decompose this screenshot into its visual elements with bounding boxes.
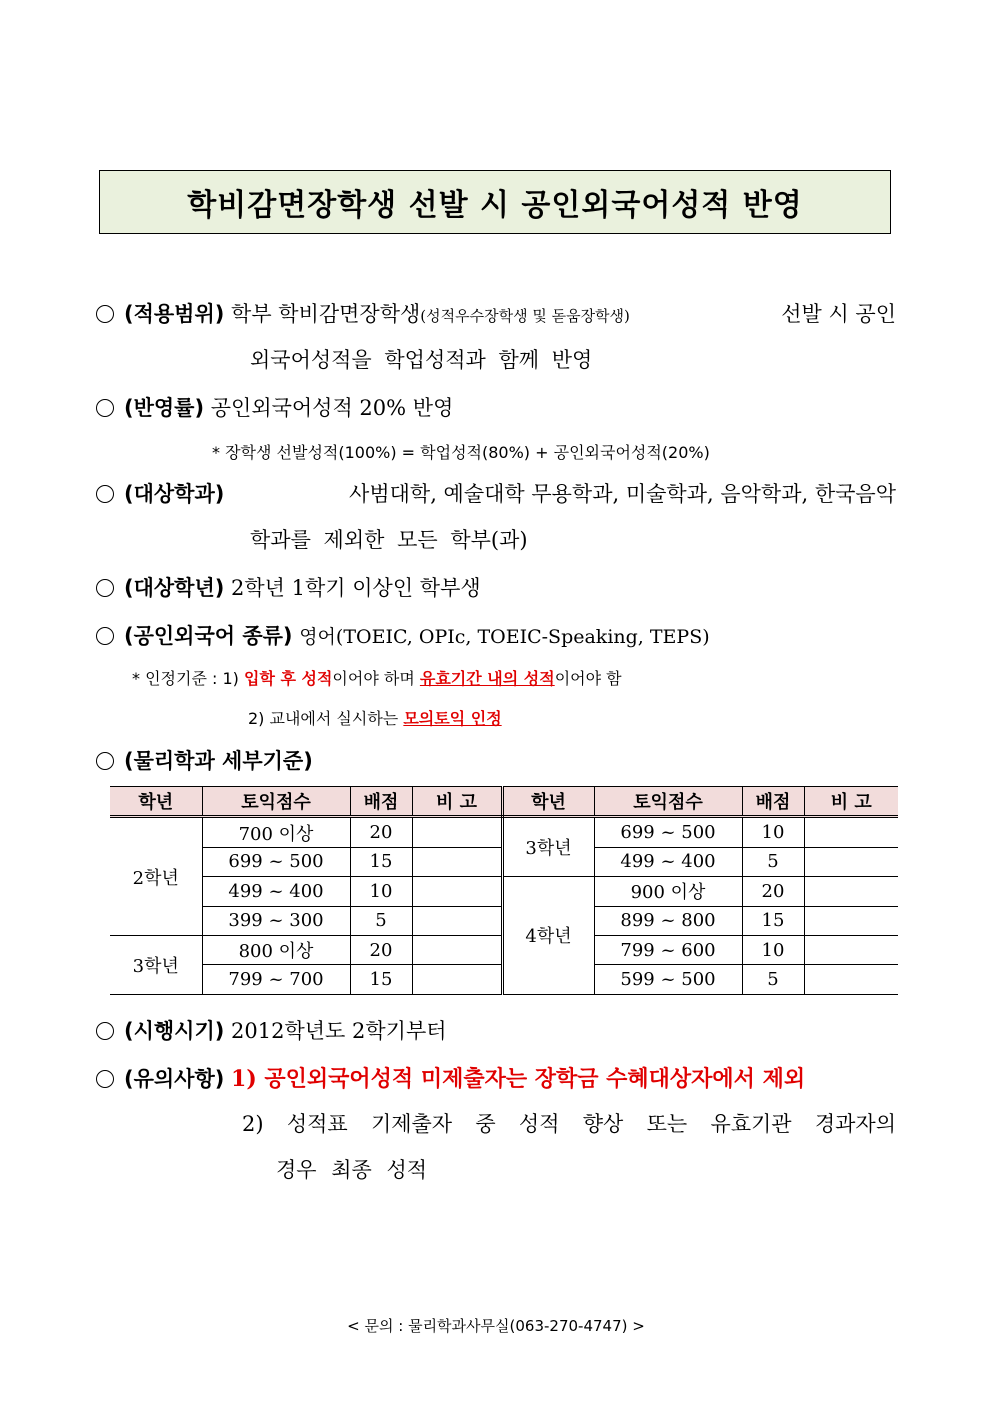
score-cell: 699 ~ 500 <box>202 847 350 876</box>
caution-line-1 <box>96 1062 805 1093</box>
remark-cell <box>804 847 898 876</box>
dept-line-2: 학과를 제외한 모든 학부(과) <box>250 528 528 552</box>
scope-line-2: 외국어성적을 학업성적과 함께 반영 <box>250 348 593 372</box>
bullet-circle-icon <box>96 627 114 645</box>
points-cell: 20 <box>350 817 412 847</box>
bullet-circle-icon <box>96 1070 114 1088</box>
grade-text: 2학년 1학기 이상인 학부생 <box>231 576 481 600</box>
scope-line-1 <box>96 298 896 328</box>
bullet-circle-icon <box>96 399 114 417</box>
score-cell: 399 ~ 300 <box>202 906 350 935</box>
header-cell: 토익점수 <box>202 787 350 817</box>
lang-note1-a: * 인정기준 : 1) <box>132 669 239 688</box>
dept-line-1 <box>96 478 896 508</box>
rate-text: 공인외국어성적 20% 반영 <box>210 396 454 420</box>
score-cell: 599 ~ 500 <box>594 965 742 994</box>
points-cell: 15 <box>350 847 412 876</box>
points-cell: 5 <box>350 906 412 935</box>
points-cell: 10 <box>742 817 804 847</box>
points-cell: 5 <box>742 847 804 876</box>
dept-label: (대상학과) <box>124 482 225 506</box>
score-cell: 900 이상 <box>594 877 742 906</box>
lang-note1-c: 이어야 함 <box>554 669 622 688</box>
score-cell: 699 ~ 500 <box>594 817 742 847</box>
timing-line <box>96 1015 447 1045</box>
remark-cell <box>804 877 898 906</box>
score-cell: 799 ~ 600 <box>594 935 742 964</box>
grade-cell: 4학년 <box>502 877 594 995</box>
caution-item-1: 1) 공인외국어성적 미제출자는 장학금 수혜대상자에서 제외 <box>231 1066 806 1092</box>
remark-cell <box>804 817 898 847</box>
lang-note1-red2: 유효기간 내의 성적 <box>419 669 555 688</box>
grade-cell: 3학년 <box>502 817 594 877</box>
title-box <box>99 170 891 234</box>
lang-note2-a: 2) 교내에서 실시하는 <box>248 709 399 728</box>
caution-label: (유의사항) <box>124 1067 225 1091</box>
header-cell: 학년 <box>110 787 202 817</box>
grade-cell: 3학년 <box>110 935 202 994</box>
rate-note: * 장학생 선발성적(100%) = 학업성적(80%) + 공인외국어성적(20%) <box>212 443 710 462</box>
points-cell: 15 <box>350 965 412 994</box>
score-cell: 499 ~ 400 <box>594 847 742 876</box>
bullet-circle-icon <box>96 1022 114 1040</box>
grade-line <box>96 572 481 602</box>
dept-text-1: 사범대학, 예술대학 무용학과, 미술학과, 음악학과, 한국음악 <box>349 482 896 506</box>
rate-line <box>96 392 453 422</box>
remark-cell <box>412 965 502 994</box>
table-row <box>110 877 898 906</box>
points-cell: 20 <box>742 877 804 906</box>
lang-note-2 <box>248 706 502 729</box>
lang-line <box>96 620 710 650</box>
caution-item-2-line-2: 경우 최종 성적 <box>276 1158 428 1182</box>
remark-cell <box>412 817 502 847</box>
points-cell: 5 <box>742 965 804 994</box>
lang-note1-red1: 입학 후 성적 <box>244 669 333 688</box>
remark-cell <box>412 877 502 906</box>
bullet-circle-icon <box>96 485 114 503</box>
table-row <box>110 817 898 847</box>
table-header-row <box>110 787 898 817</box>
bullet-circle-icon <box>96 752 114 770</box>
caution-item-2-line-1: 2) 성적표 기제출자 중 성적 향상 또는 유효기관 경과자의 <box>242 1112 896 1136</box>
bullet-circle-icon <box>96 579 114 597</box>
points-cell: 20 <box>350 935 412 964</box>
lang-note-1 <box>132 666 622 689</box>
remark-cell <box>412 906 502 935</box>
timing-text: 2012학년도 2학기부터 <box>231 1019 447 1043</box>
header-cell: 배점 <box>350 787 412 817</box>
score-cell: 499 ~ 400 <box>202 877 350 906</box>
grade-cell: 2학년 <box>110 817 202 936</box>
header-cell: 배점 <box>742 787 804 817</box>
remark-cell <box>804 965 898 994</box>
remark-cell <box>412 935 502 964</box>
physics-criteria-table <box>110 786 898 995</box>
physics-label: (물리학과 세부기준) <box>124 749 313 773</box>
points-cell: 10 <box>350 877 412 906</box>
score-cell: 700 이상 <box>202 817 350 847</box>
header-cell: 토익점수 <box>594 787 742 817</box>
scope-text-a: 학부 학비감면장학생 <box>231 302 421 326</box>
header-cell: 학년 <box>502 787 594 817</box>
bullet-circle-icon <box>96 305 114 323</box>
lang-note1-b: 이어야 하며 <box>332 669 415 688</box>
lang-note2-red: 모의토익 인정 <box>403 709 502 728</box>
grade-label: (대상학년) <box>124 576 225 600</box>
remark-cell <box>412 847 502 876</box>
scope-label: (적용범위) <box>124 302 225 326</box>
rate-label: (반영률) <box>124 396 205 420</box>
contact-info: < 문의 : 물리학과사무실(063-270-4747) > <box>347 1317 645 1335</box>
points-cell: 15 <box>742 906 804 935</box>
scope-text-b: 선발 시 공인 <box>781 302 896 326</box>
timing-label: (시행시기) <box>124 1019 225 1043</box>
scope-text-small: (성적우수장학생 및 돋움장학생) <box>420 307 630 325</box>
score-cell: 799 ~ 700 <box>202 965 350 994</box>
header-cell: 비 고 <box>412 787 502 817</box>
remark-cell <box>804 935 898 964</box>
page-title: 학비감면장학생 선발 시 공인외국어성적 반영 <box>187 188 803 223</box>
score-cell: 800 이상 <box>202 935 350 964</box>
lang-text: 영어(TOEIC, OPIc, TOEIC-Speaking, TEPS) <box>299 626 710 648</box>
score-cell: 899 ~ 800 <box>594 906 742 935</box>
remark-cell <box>804 906 898 935</box>
points-cell: 10 <box>742 935 804 964</box>
physics-line <box>96 745 313 775</box>
header-cell: 비 고 <box>804 787 898 817</box>
lang-label: (공인외국어 종류) <box>124 624 293 648</box>
